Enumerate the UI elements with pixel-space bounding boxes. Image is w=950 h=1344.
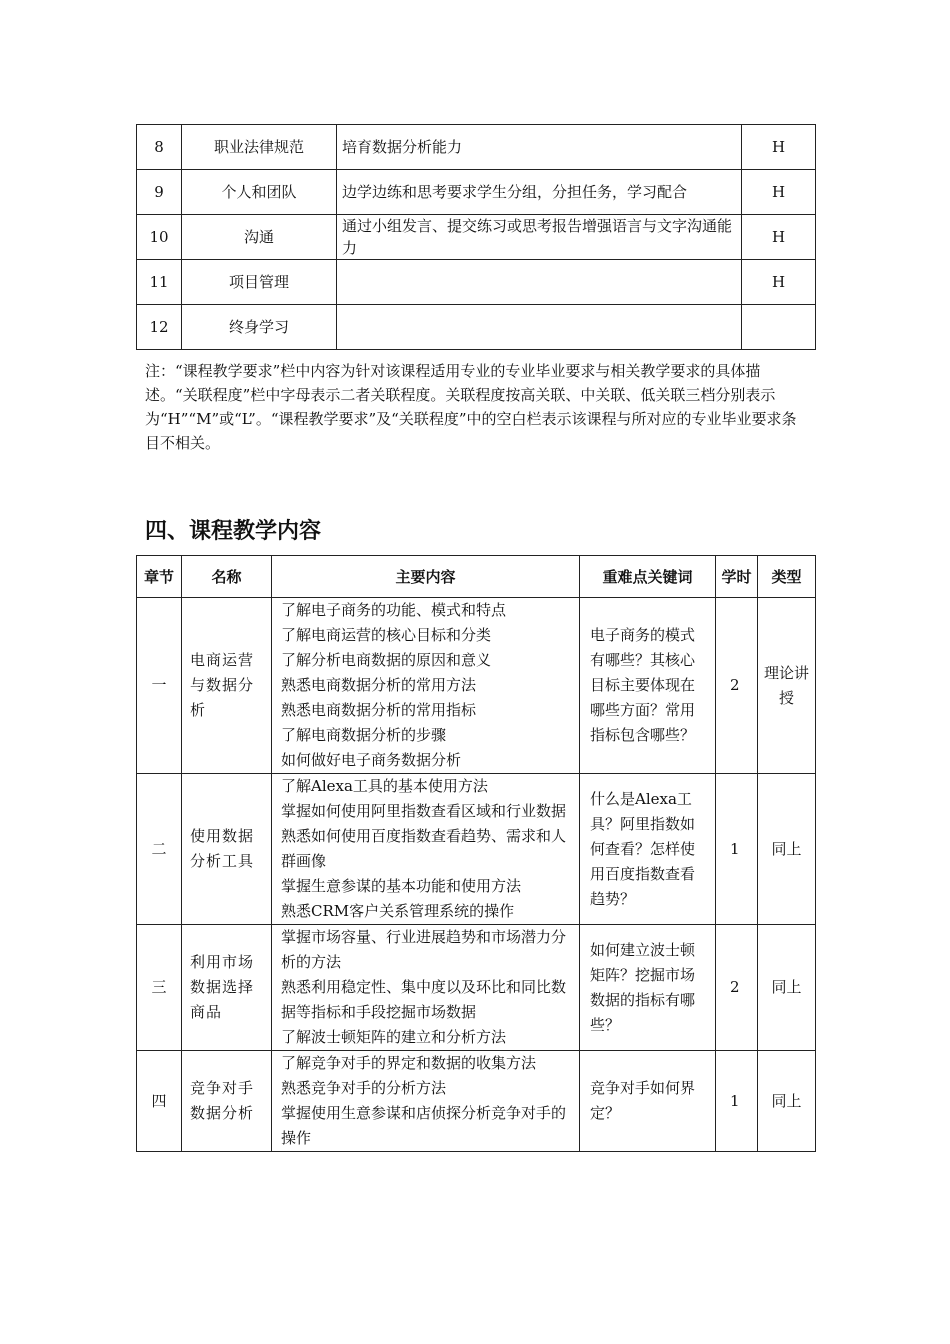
chapter-name: 利用市场数据选择商品 bbox=[182, 925, 272, 1051]
header-hours: 学时 bbox=[716, 556, 758, 598]
content-item: 熟悉CRM客户关系管理系统的操作 bbox=[281, 902, 515, 920]
chapter-content bbox=[272, 598, 580, 774]
content-item: 如何做好电子商务数据分析 bbox=[281, 751, 462, 769]
content-item: 熟悉如何使用百度指数查看趋势、需求和人群画像 bbox=[281, 827, 567, 870]
header-keywords: 重难点关键词 bbox=[580, 556, 716, 598]
requirement-name: 职业法律规范 bbox=[182, 125, 337, 170]
header-type: 类型 bbox=[758, 556, 816, 598]
chapter-hours: 2 bbox=[716, 925, 758, 1051]
table-row bbox=[137, 170, 816, 215]
chapter-number: 四 bbox=[137, 1051, 182, 1152]
content-item: 熟悉竞争对手的分析方法 bbox=[281, 1079, 447, 1097]
table-row bbox=[137, 1051, 816, 1152]
chapter-type: 理论讲授 bbox=[758, 598, 816, 774]
relevance-level: H bbox=[742, 215, 816, 260]
chapter-content bbox=[272, 925, 580, 1051]
chapter-keywords: 电子商务的模式有哪些？其核心目标主要体现在哪些方面？常用指标包含哪些？ bbox=[580, 598, 716, 774]
requirement-name: 个人和团队 bbox=[182, 170, 337, 215]
header-name: 名称 bbox=[182, 556, 272, 598]
chapter-name: 电商运营与数据分析 bbox=[182, 598, 272, 774]
relevance-level: H bbox=[742, 125, 816, 170]
chapter-keywords: 竞争对手如何界定？ bbox=[580, 1051, 716, 1152]
table-row bbox=[137, 598, 816, 774]
content-item: 熟悉电商数据分析的常用指标 bbox=[281, 701, 477, 719]
header-chapter: 章节 bbox=[137, 556, 182, 598]
content-item: 了解电子商务的功能、模式和特点 bbox=[281, 601, 507, 619]
content-item: 掌握如何使用阿里指数查看区域和行业数据 bbox=[281, 802, 567, 820]
chapter-content bbox=[272, 1051, 580, 1152]
chapter-hours: 1 bbox=[716, 1051, 758, 1152]
chapter-type: 同上 bbox=[758, 1051, 816, 1152]
table-header-row bbox=[137, 556, 816, 598]
chapter-name: 使用数据分析工具 bbox=[182, 774, 272, 925]
relevance-level bbox=[742, 305, 816, 350]
requirements-table bbox=[136, 124, 816, 350]
chapter-keywords: 什么是Alexa工具？阿里指数如何查看？怎样使用百度指数查看趋势？ bbox=[580, 774, 716, 925]
relevance-level: H bbox=[742, 170, 816, 215]
chapter-hours: 1 bbox=[716, 774, 758, 925]
row-number: 8 bbox=[137, 125, 182, 170]
row-number: 11 bbox=[137, 260, 182, 305]
requirement-description bbox=[337, 260, 742, 305]
chapter-number: 一 bbox=[137, 598, 182, 774]
requirement-name: 沟通 bbox=[182, 215, 337, 260]
row-number: 9 bbox=[137, 170, 182, 215]
content-item: 了解竞争对手的界定和数据的收集方法 bbox=[281, 1054, 537, 1072]
table-row bbox=[137, 215, 816, 260]
content-item: 熟悉电商数据分析的常用方法 bbox=[281, 676, 477, 694]
table-note: 注：“课程教学要求”栏中内容为针对该课程适用专业的专业毕业要求与相关教学要求的具体描述。“关联程度”栏中字母表示二者关联程度。关联程度按高关联、中关联、低关联三档分别表示为“H”“M”或“L”。“课程教学要求”及“关联程度”中的空白栏表示该课程与所对应的专业毕业要求条目不相关。 bbox=[145, 362, 797, 452]
chapter-hours: 2 bbox=[716, 598, 758, 774]
table-row bbox=[137, 260, 816, 305]
content-item: 掌握生意参谋的基本功能和使用方法 bbox=[281, 877, 522, 895]
table-row bbox=[137, 774, 816, 925]
table-row bbox=[137, 305, 816, 350]
content-item: 了解Alexa工具的基本使用方法 bbox=[281, 777, 488, 795]
row-number: 10 bbox=[137, 215, 182, 260]
relevance-level: H bbox=[742, 260, 816, 305]
chapter-type: 同上 bbox=[758, 925, 816, 1051]
requirement-description: 培育数据分析能力 bbox=[337, 125, 742, 170]
requirement-name: 项目管理 bbox=[182, 260, 337, 305]
chapter-content bbox=[272, 774, 580, 925]
content-item: 了解分析电商数据的原因和意义 bbox=[281, 651, 492, 669]
requirement-name: 终身学习 bbox=[182, 305, 337, 350]
content-item: 了解电商数据分析的步骤 bbox=[281, 726, 447, 744]
content-item: 了解电商运营的核心目标和分类 bbox=[281, 626, 492, 644]
header-content: 主要内容 bbox=[272, 556, 580, 598]
content-item: 了解波士顿矩阵的建立和分析方法 bbox=[281, 1028, 507, 1046]
course-content-table bbox=[136, 555, 816, 1152]
row-number: 12 bbox=[137, 305, 182, 350]
requirement-description: 通过小组发言、提交练习或思考报告增强语言与文字沟通能力 bbox=[337, 215, 742, 260]
table-row bbox=[137, 125, 816, 170]
chapter-type: 同上 bbox=[758, 774, 816, 925]
chapter-number: 三 bbox=[137, 925, 182, 1051]
content-item: 掌握使用生意参谋和店侦探分析竞争对手的操作 bbox=[281, 1104, 567, 1147]
requirement-description bbox=[337, 305, 742, 350]
section-title: 四、课程教学内容 bbox=[145, 519, 322, 544]
chapter-number: 二 bbox=[137, 774, 182, 925]
table-row bbox=[137, 925, 816, 1051]
content-item: 熟悉利用稳定性、集中度以及环比和同比数据等指标和手段挖掘市场数据 bbox=[281, 978, 567, 1021]
requirement-description: 边学边练和思考要求学生分组，分担任务，学习配合 bbox=[337, 170, 742, 215]
chapter-name: 竞争对手数据分析 bbox=[182, 1051, 272, 1152]
chapter-keywords: 如何建立波士顿矩阵？挖掘市场数据的指标有哪些？ bbox=[580, 925, 716, 1051]
content-item: 掌握市场容量、行业进展趋势和市场潜力分析的方法 bbox=[281, 928, 567, 971]
